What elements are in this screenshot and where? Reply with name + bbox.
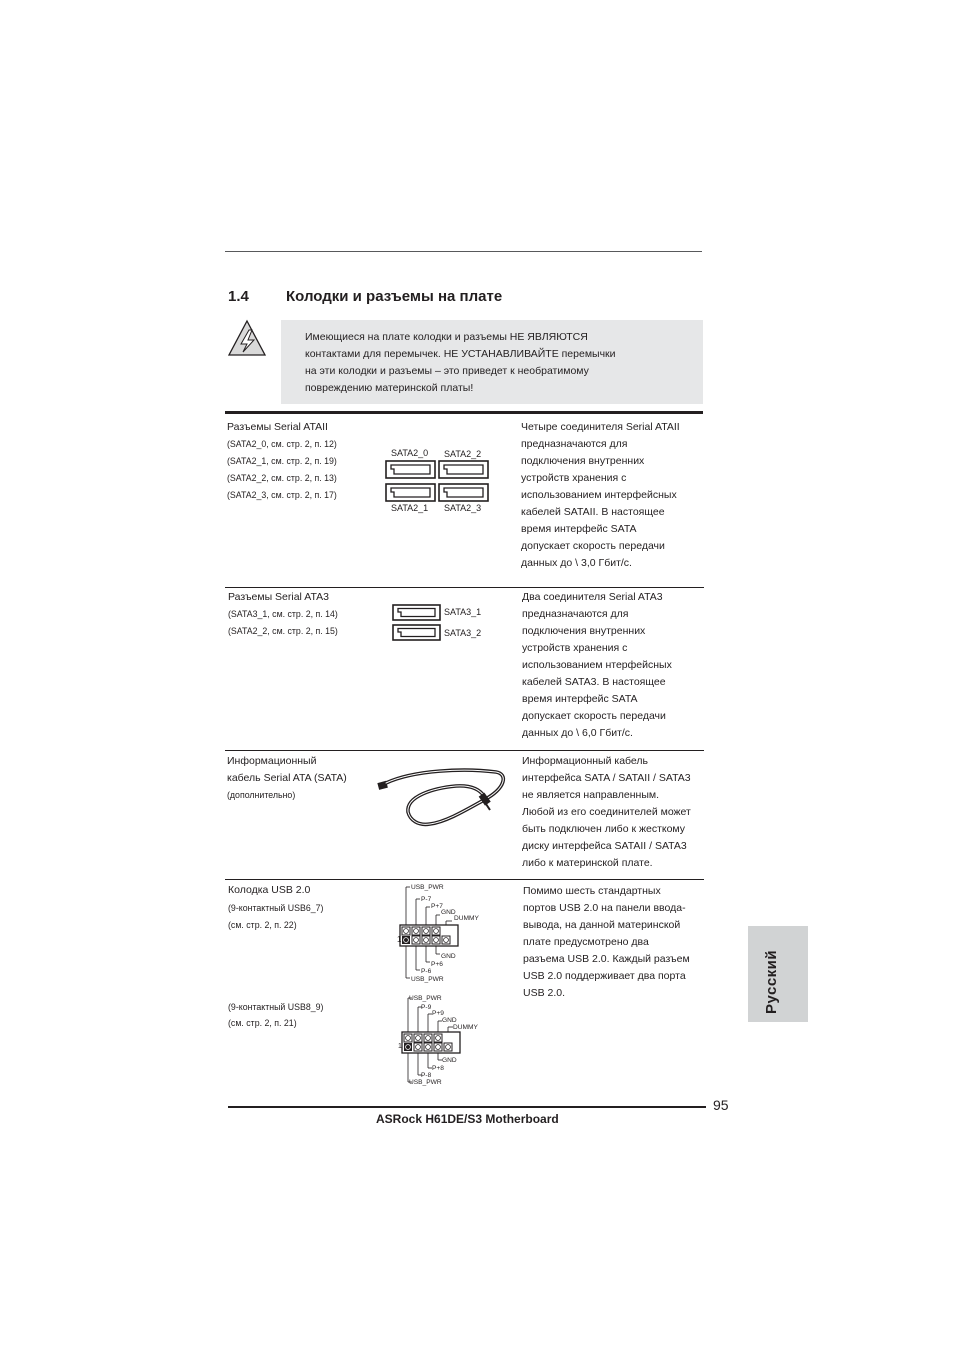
sata2-1-connector — [386, 484, 435, 501]
usb1-pin-label: GND — [441, 909, 456, 916]
sata3-connectors-diagram — [391, 603, 443, 643]
cable-title-line-2: кабель Serial ATA (SATA) — [227, 772, 347, 784]
usb-desc-line: вывода, на данной материнской — [523, 919, 681, 931]
page-number: 95 — [713, 1097, 729, 1113]
usb6-7-header-diagram — [396, 884, 486, 984]
sata3-1-connector — [393, 605, 440, 620]
sata2-desc-line: Четыре соединителя Serial ATAII — [521, 421, 680, 433]
warning-line-2: контактами для перемычек. НЕ УСТАНАВЛИВАЙТЕ перемычки — [305, 348, 616, 360]
usb1-pin-label: USB_PWR — [411, 884, 444, 891]
sata2-0-connector — [386, 461, 435, 478]
usb1-pin-label: DUMMY — [454, 915, 479, 922]
sata2-desc-line: время интерфейс SATA — [521, 523, 637, 535]
section-number: 1.4 — [228, 288, 249, 305]
sata2-desc-line: предназначаются для — [521, 438, 628, 450]
sata3-desc-line: предназначаются для — [522, 608, 629, 620]
usb2-pin-label: P-9 — [421, 1004, 432, 1011]
warning-line-1: Имеющиеся на плате колодки и разъемы НЕ ЯВЛЯЮТСЯ — [305, 331, 588, 343]
sata2-ref-1: (SATA2_1, см. стр. 2, п. 19) — [227, 456, 337, 466]
sata3-ref-0: (SATA3_1, см. стр. 2, п. 14) — [228, 609, 338, 619]
usb2-pin1-marker: 1 — [398, 1043, 402, 1050]
sata3-desc-line: устройств хранения с — [522, 642, 628, 654]
table-top-rule — [225, 411, 703, 414]
usb-desc-line: USB 2.0. — [523, 987, 566, 999]
warning-line-4: повреждению материнской платы! — [305, 382, 474, 394]
usb2-pin-label: P+8 — [432, 1065, 444, 1072]
row-divider-2 — [225, 750, 704, 751]
usb2-pin-label: P-8 — [421, 1072, 432, 1079]
cable-desc-line: интерфейса SATA / SATAII / SATA3 — [522, 772, 691, 784]
usb2-pin-label: P+9 — [432, 1010, 444, 1017]
sata2-desc-line: допускает скорость передачи — [521, 540, 665, 552]
usb-ref2-line-2: (см. стр. 2, п. 21) — [228, 1018, 297, 1028]
sata3-1-label: SATA3_1 — [444, 607, 482, 617]
usb-ref1-line-1: (9-контактный USB6_7) — [228, 903, 324, 913]
usb-desc-line: USB 2.0 поддерживает два порта — [523, 970, 686, 982]
cable-desc-line: Любой из его соединителей может — [522, 806, 691, 818]
sata2-description — [521, 419, 680, 572]
sata2-desc-line: подключения внутренних — [521, 455, 645, 467]
sata3-desc-line: подключения внутренних — [522, 625, 646, 637]
sata3-ref-1: (SATA2_2, см. стр. 2, п. 15) — [228, 626, 338, 636]
row-divider-3 — [225, 879, 704, 880]
section-title: Колодки и разъемы на плате — [286, 288, 503, 305]
usb-desc-line: разъема USB 2.0. Каждый разъем — [523, 953, 690, 965]
usb-ref2-line-1: (9-контактный USB8_9) — [228, 1002, 324, 1012]
cable-desc-line: диску интерфейса SATAII / SATA3 — [522, 840, 687, 852]
cable-note: (дополнительно) — [227, 790, 296, 800]
cable-description — [522, 753, 691, 872]
warning-icon — [226, 318, 268, 358]
usb-description — [523, 883, 690, 1002]
sata2-3-connector — [439, 484, 488, 501]
usb2-pin-label: DUMMY — [453, 1024, 478, 1031]
usb1-pin-label: USB_PWR — [411, 976, 444, 983]
sata3-desc-line: кабелей SATA3. В настоящее — [522, 676, 666, 688]
usb-desc-line: портов USB 2.0 на панели ввода- — [523, 902, 686, 914]
sata2-desc-line: устройств хранения с — [521, 472, 627, 484]
sata-cable-illustration — [374, 766, 514, 830]
language-side-tab-label: Русский — [763, 949, 780, 1014]
usb-desc-line: плате предусмотрено два — [523, 936, 649, 948]
cable-desc-line: либо к материнской плате. — [522, 857, 653, 869]
sata2-1-label: SATA2_1 — [391, 503, 429, 513]
row-divider-1 — [225, 587, 704, 588]
sata2-2-connector — [439, 461, 488, 478]
sata3-desc-line: время интерфейс SATA — [522, 693, 638, 705]
cable-desc-line: быть подключен либо к жесткому — [522, 823, 686, 835]
sata3-desc-line: допускает скорость передачи — [522, 710, 666, 722]
usb1-pin1-marker: 1 — [397, 935, 402, 944]
sata2-ref-3: (SATA2_3, см. стр. 2, п. 17) — [227, 490, 337, 500]
sata2-desc-line: кабелей SATAII. В настоящее — [521, 506, 665, 518]
sata3-2-connector — [393, 625, 440, 640]
sata2-ref-2: (SATA2_2, см. стр. 2, п. 13) — [227, 473, 337, 483]
sata2-ref-0: (SATA2_0, см. стр. 2, п. 12) — [227, 439, 337, 449]
language-side-tab — [748, 926, 808, 1022]
warning-line-3: на эти колодки и разъемы – это приведет к необратимому — [305, 365, 589, 377]
sata2-connectors-diagram — [384, 459, 490, 503]
sata3-desc-line: Два соединителя Serial ATA3 — [522, 591, 663, 603]
usb8-9-header-diagram — [398, 994, 488, 1086]
top-rule — [225, 251, 702, 252]
cable-desc-line: не является направленным. — [522, 789, 660, 801]
footer-text: ASRock H61DE/S3 Motherboard — [376, 1112, 559, 1126]
usb1-pin-label: P+6 — [431, 961, 443, 968]
sata2-2-label: SATA2_2 — [444, 449, 482, 459]
cable-title-line-1: Информационный — [227, 755, 317, 767]
usb1-pin-label: P-6 — [421, 968, 432, 975]
usb2-pin-label: GND — [442, 1017, 457, 1024]
sata2-desc-line: использованием интерфейсных — [521, 489, 677, 501]
usb-desc-line: Помимо шесть стандартных — [523, 885, 661, 897]
usb2-pin-label: USB_PWR — [409, 1079, 442, 1086]
sata3-description — [522, 589, 672, 742]
sata3-desc-line: данных до \ 6,0 Гбит/с. — [522, 727, 633, 739]
sata2-3-label: SATA2_3 — [444, 503, 482, 513]
usb-ref1-line-2: (см. стр. 2, п. 22) — [228, 920, 297, 930]
usb1-pin-label: P-7 — [421, 896, 432, 903]
cable-desc-line: Информационный кабель — [522, 755, 649, 767]
sata3-title: Разъемы Serial ATA3 — [228, 591, 329, 603]
sata2-title: Разъемы Serial ATAII — [227, 421, 328, 433]
sata3-desc-line: использованием нтерфейсных — [522, 659, 672, 671]
usb-title: Колодка USB 2.0 — [228, 884, 311, 896]
usb1-pin-label: GND — [441, 953, 456, 960]
usb1-pin-label: P+7 — [431, 903, 443, 910]
footer-rule — [228, 1106, 706, 1108]
usb2-pin-label: GND — [442, 1057, 457, 1064]
usb2-pin-label: USB_PWR — [409, 995, 442, 1002]
sata2-0-label: SATA2_0 — [391, 448, 429, 458]
sata3-2-label: SATA3_2 — [444, 628, 482, 638]
sata2-desc-line: данных до \ 3,0 Гбит/с. — [521, 557, 632, 569]
